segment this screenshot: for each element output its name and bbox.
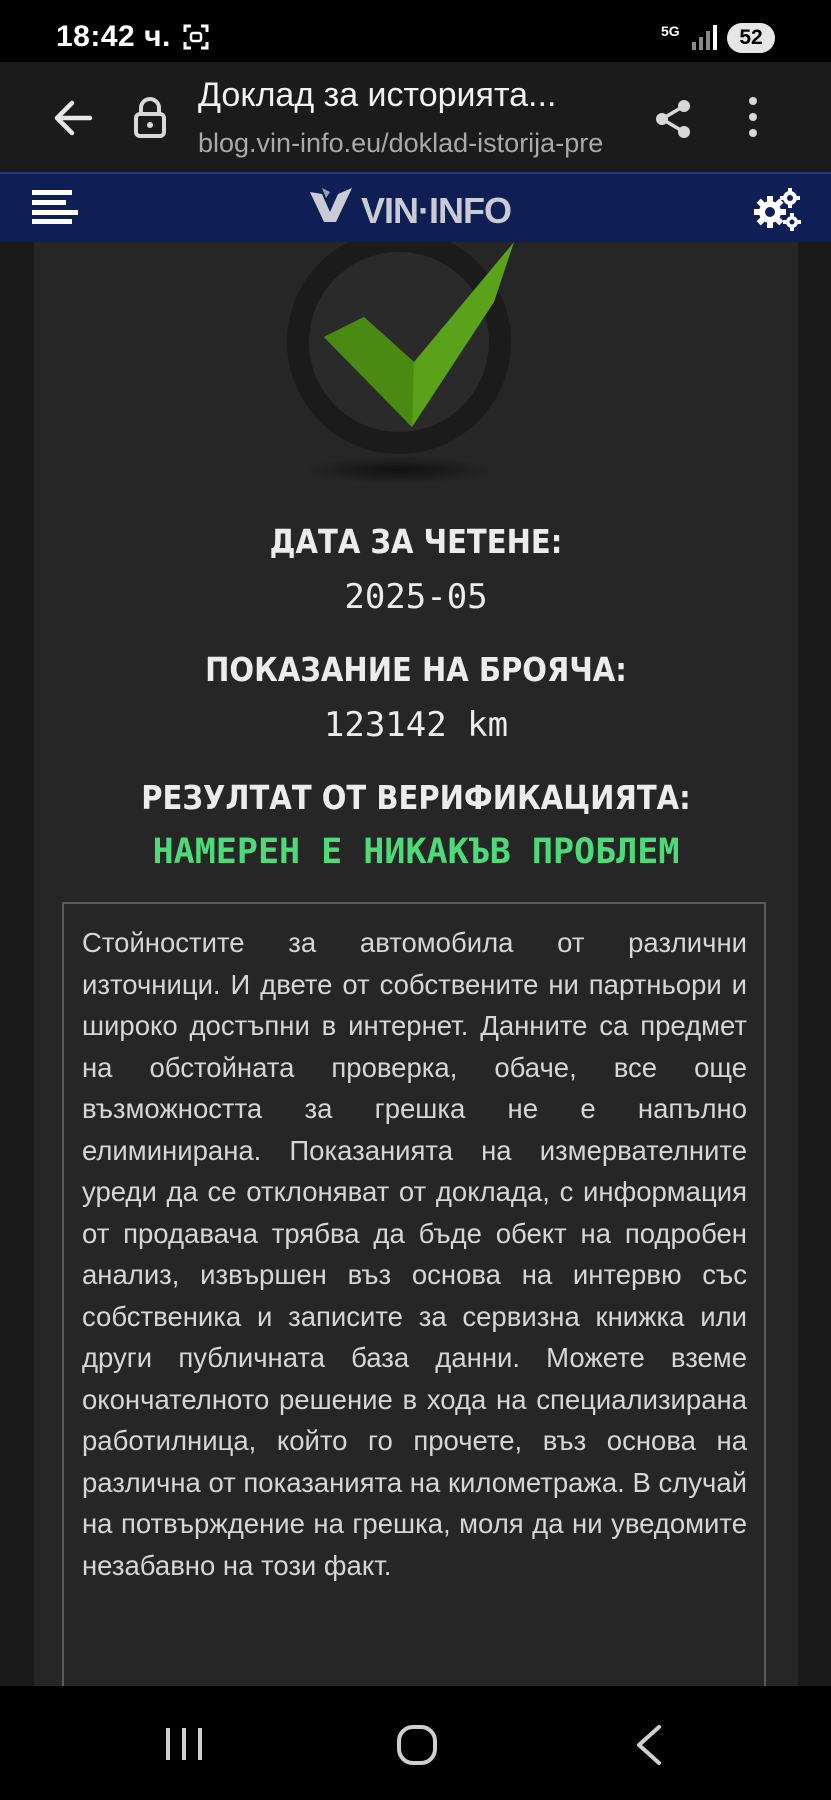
- share-icon[interactable]: [654, 98, 692, 140]
- verification-result: НАМЕРЕН Е НИКАКЪВ ПРОБЛЕМ: [152, 832, 680, 872]
- battery-level: 52: [727, 23, 775, 53]
- read-date-value: 2025-05: [344, 577, 488, 617]
- status-time: 18:42 ч.: [56, 20, 171, 53]
- checkmark-icon: [284, 242, 554, 492]
- page-content[interactable]: [0, 242, 831, 1686]
- vin-info-logo-icon[interactable]: [308, 184, 356, 230]
- back-arrow-icon[interactable]: [52, 98, 94, 138]
- network-type: 5G: [661, 23, 680, 39]
- url-field[interactable]: blog.vin-info.eu/doklad-istorija-pre: [198, 128, 604, 158]
- home-icon[interactable]: [396, 1724, 438, 1766]
- disclaimer-text: Стойностите за автомобила от различни източници. И двете от собствените ни партньори и широко достъпни в интернет. Данните са предмет на обстойната проверка, обаче, все още възможността за грешка не е напълно елиминирана. Показанията на измервателните уреди да се отклоняват от доклада, с информация от продавача трябва да бъде обект на подробен анализ, извършен въз основа на интервю със собственика и записите за сервизна книжка или други публичната база данни. Можете вземе окончателното решение в хода на специализирана работилница, който го прочете, въз основа на различна от показанията на километража. В случай на потвърждение на грешка, моля да ни уведомите незабавно на този факт.: [82, 927, 747, 1581]
- odometer-label: ПОКАЗАНИЕ НА БРОЯЧА:: [205, 650, 627, 689]
- hamburger-menu-icon[interactable]: [32, 190, 78, 224]
- signal-icon: [690, 22, 720, 52]
- read-date-label: ДАТА ЗА ЧЕТЕНЕ:: [269, 522, 563, 561]
- system-nav-bar: [0, 1686, 831, 1800]
- browser-toolbar: [0, 62, 831, 172]
- odometer-value: 123142 km: [323, 705, 509, 745]
- settings-gears-icon[interactable]: [752, 188, 802, 232]
- lock-icon[interactable]: [133, 96, 167, 138]
- page-title[interactable]: Доклад за историята...: [198, 76, 557, 114]
- screen-capture-icon: [183, 24, 209, 50]
- report-card: [34, 242, 798, 1686]
- more-vert-icon[interactable]: [748, 96, 758, 138]
- site-header: [0, 172, 831, 244]
- verification-label: РЕЗУЛТАТ ОТ ВЕРИФИКАЦИЯТА:: [141, 778, 691, 817]
- site-logo-text[interactable]: VIN·INFO: [361, 190, 511, 231]
- disclaimer-box: [62, 902, 766, 1686]
- recent-apps-icon[interactable]: [164, 1726, 204, 1762]
- nav-back-icon[interactable]: [634, 1724, 664, 1766]
- status-bar: [0, 0, 831, 62]
